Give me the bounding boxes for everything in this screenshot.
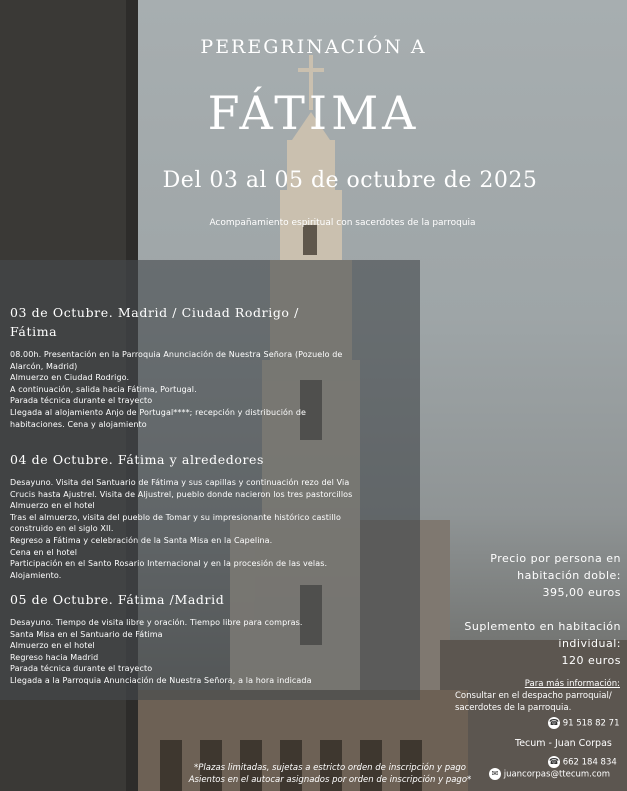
- list-item: Llegada al alojamiento Anjo de Portugal****; recepción y distribución de: [10, 407, 307, 417]
- event-dates: Del 03 al 05 de octubre de 2025: [162, 168, 538, 193]
- day-1-heading: 03 de Octubre. Madrid / Ciudad Rodrigo / Fátima: [10, 305, 299, 339]
- list-item: Llegada a la Parroquia Anunciación de Nuestra Señora, a la hora indicada: [10, 675, 312, 685]
- companion-note: Acompañamiento espiritual con sacerdotes de la parroquia: [209, 218, 476, 228]
- footnote: *Plazas limitadas, sujetas a estricto orden de inscripción y pago Asientos en el autocar asignados por orden de inscripción y pago*: [188, 763, 472, 785]
- day-3-items: [10, 617, 415, 687]
- list-item: Parada técnica durante el trayecto: [10, 396, 153, 406]
- agency-name: Tecum - Juan Corpas: [515, 738, 612, 749]
- email-link[interactable]: ✉ juancorpas@ttecum.com: [489, 768, 624, 781]
- list-item: Parada técnica durante el trayecto: [10, 664, 153, 674]
- day-2-heading: 04 de Octubre. Fátima y alrededores: [10, 452, 265, 467]
- list-item: Santa Misa en el Santuario de Fátima: [10, 629, 163, 639]
- day-2: [10, 450, 415, 581]
- day-2-items: [10, 477, 415, 581]
- list-item: Cena en el hotel: [10, 547, 78, 557]
- list-item: A continuación, salida hacia Fátima, Portugal.: [10, 384, 197, 394]
- day-3: [10, 590, 415, 687]
- day-1-items: [10, 349, 415, 430]
- list-item: Alarcón, Madrid): [10, 361, 78, 371]
- pre-title: PEREGRINACIÓN A: [200, 36, 427, 58]
- info-heading: Para más información:: [524, 679, 620, 689]
- list-item: Desayuno. Tiempo de visita libre y oración. Tiempo libre para compras.: [10, 618, 303, 627]
- whatsapp-icon: ☎: [549, 757, 559, 766]
- price-double: Precio por persona en habitación doble: 395,00 euros: [431, 550, 621, 601]
- list-item: Alojamiento.: [10, 570, 62, 580]
- contact-info: Para más información: Consultar en el despacho parroquial/ sacerdotes de la parroquia.: [455, 679, 620, 713]
- list-item: Almuerzo en Ciudad Rodrigo.: [10, 373, 130, 383]
- whatsapp-icon: ☎: [549, 718, 559, 727]
- page-title: FÁTIMA: [207, 86, 420, 140]
- price-single: Suplemento en habitación individual: 120 euros: [431, 618, 621, 669]
- day-1: [10, 303, 415, 430]
- list-item: Crucis hasta Ajustrel. Visita de Aljustrel, pueblo donde nacieron los tres pastorcillos: [10, 489, 353, 499]
- list-item: construido en el siglo XII.: [10, 524, 114, 534]
- list-item: Participación en el Santo Rosario Internacional y en la procesión de las velas.: [10, 559, 328, 569]
- phone-agency[interactable]: ☎ 662 184 834: [549, 757, 617, 768]
- list-item: Desayuno. Visita del Santuario de Fátima y sus capillas y continuación rezo del Via: [10, 478, 350, 487]
- day-3-heading: 05 de Octubre. Fátima /Madrid: [10, 592, 225, 607]
- list-item: Regreso hacia Madrid: [10, 652, 99, 662]
- email-icon: ✉: [489, 768, 501, 780]
- list-item: Almuerzo en el hotel: [10, 641, 95, 651]
- list-item: Almuerzo en el hotel: [10, 501, 95, 511]
- price-double-value: 395,00 euros: [542, 586, 621, 599]
- list-item: 08.00h. Presentación en la Parroquia Anunciación de Nuestra Señora (Pozuelo de: [10, 350, 343, 359]
- list-item: habitaciones. Cena y alojamiento: [10, 419, 147, 429]
- phone-parish[interactable]: ☎ 91 518 82 71: [549, 718, 620, 729]
- list-item: Tras el almuerzo, visita del pueblo de Tomar y su impresionante histórico castillo: [10, 512, 342, 522]
- list-item: Regreso a Fátima y celebración de la Santa Misa en la Capelina.: [10, 535, 273, 545]
- price-single-value: 120 euros: [561, 654, 621, 667]
